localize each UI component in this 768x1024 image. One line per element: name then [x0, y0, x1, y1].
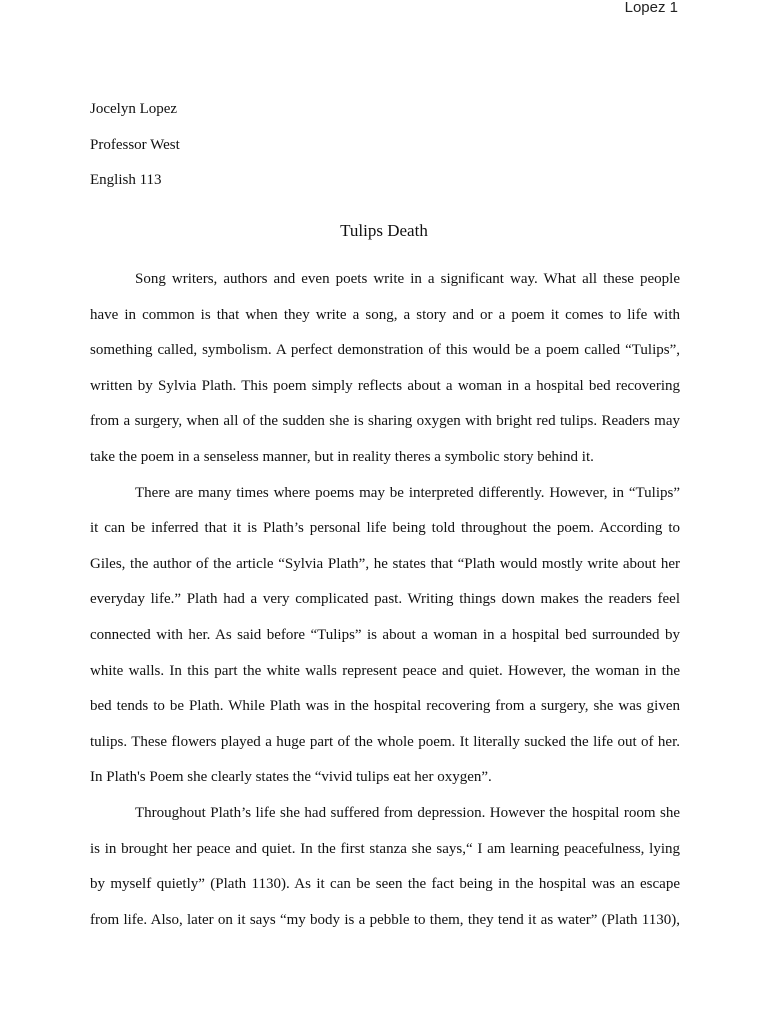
body-line: something called, symbolism. A perfect demonstration of this would be a poem called “Tulips”, [90, 342, 680, 359]
essay-title: Tulips Death [340, 221, 428, 240]
body-line: Giles, the author of the article “Sylvia Plath”, he states that “Plath would mostly write about her [90, 555, 680, 572]
body-line: everyday life.” Plath had a very complicated past. Writing things down makes the readers feel [90, 591, 680, 608]
body-line: Song writers, authors and even poets write in a significant way. What all these people [135, 271, 680, 287]
body-line: it can be inferred that it is Plath’s personal life being told throughout the poem. According to [90, 520, 680, 537]
heading-block [90, 92, 180, 199]
body-line: by myself quietly” (Plath 1130). As it can be seen the fact being in the hospital was an escape [90, 876, 680, 893]
body-line: Throughout Plath’s life she had suffered from depression. However the hospital room she [135, 804, 680, 821]
body-line: is in brought her peace and quiet. In the first stanza she says,“ I am learning peacefulness, lying [90, 840, 680, 857]
body-line: take the poem in a senseless manner, but in reality theres a symbolic story behind it. [90, 448, 594, 465]
body-line: written by Sylvia Plath. This poem simply reflects about a woman in a hospital bed recovering [90, 377, 680, 394]
author-name: Jocelyn Lopez [90, 101, 178, 117]
essay-body [90, 262, 680, 938]
body-line: There are many times where poems may be interpreted differently. However, in “Tulips” [135, 484, 680, 501]
body-line: bed tends to be Plath. While Plath was in the hospital recovering from a surgery, she was given [90, 698, 680, 715]
body-line: have in common is that when they write a song, a story and or a poem it comes to life with [90, 306, 680, 323]
body-line: In Plath's Poem she clearly states the “vivid tulips eat her oxygen”. [90, 769, 492, 786]
running-head: Lopez 1 [624, 0, 678, 16]
body-line: white walls. In this part the white walls represent peace and quiet. However, the woman in the [90, 662, 680, 679]
body-line: from life. Also, later on it says “my body is a pebble to them, they tend it as water” (Plath 1130), [90, 911, 680, 928]
body-line: from a surgery, when all of the sudden she is sharing oxygen with bright red tulips. Readers may [90, 413, 680, 430]
course-name: English 113 [90, 172, 162, 188]
body-line: connected with her. As said before “Tulips” is about a woman in a hospital bed surrounded by [90, 626, 680, 643]
instructor-name: Professor West [90, 136, 180, 153]
body-line: tulips. These flowers played a huge part of the whole poem. It literally sucked the life out of her. [90, 733, 680, 750]
